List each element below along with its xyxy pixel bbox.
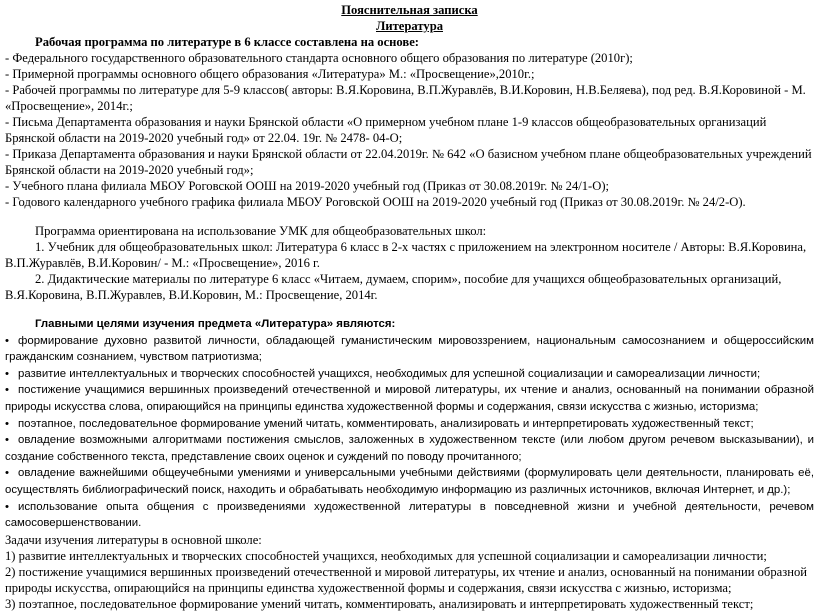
- basis-item: - Письма Департамента образования и науки Брянской области «О примерном учебном плане 1-9 классов общеобразовательных организаций Брянской области на 2019-2020 учебный год» от 22.04. 19г. № 2478- 04-О;: [5, 115, 767, 145]
- spacer: [5, 210, 814, 223]
- goals-heading: Главными целями изучения предмета «Литература» являются:: [35, 318, 396, 330]
- basis-list: [5, 50, 814, 210]
- goal-item: [5, 499, 814, 532]
- bullet-icon: •: [5, 434, 9, 447]
- goal-item: [5, 333, 814, 366]
- task-item: 1) развитие интеллектуальных и творческих способностей учащихся, необходимых для успешной социализации и самореализации личности;: [5, 548, 767, 563]
- document-title: Пояснительная записка: [341, 3, 478, 17]
- basis-item: - Учебного плана филиала МБОУ Роговской ООШ на 2019-2020 учебный год (Приказ от 30.08.2019г. № 24/1-О);: [5, 179, 610, 193]
- goal-text: формирование духовно развитой личности, обладающей гуманистическим мировоззрением, национальным самосознанием и общероссийским гражданским сознанием, чувством патриотизма;: [5, 334, 814, 364]
- basis-item: - Федерального государственного образовательного стандарта основного общего образования по литературе (2010г);: [5, 51, 633, 65]
- document-subtitle: Литература: [375, 19, 443, 33]
- goal-item: [5, 465, 814, 498]
- bullet-icon: •: [5, 467, 9, 480]
- basis-item: - Приказа Департамента образования и науки Брянской области от 22.04.2019г. № 642 «О базисном учебном плане общеобразовательных учреждений Брянской области на 2019-2020 учебный год»;: [5, 147, 812, 177]
- bullet-icon: •: [5, 334, 9, 347]
- goal-item: [5, 432, 814, 465]
- task-item: 2) постижение учащимися вершинных произведений отечественной и мировой литературы, их чтение и анализ, основанный на понимании образной природы искусства, опирающийся на принципы единства художественной формы и содержания, связи искусства с жизнью, историзма;: [5, 564, 807, 595]
- bullet-icon: •: [5, 384, 9, 397]
- intro-heading: Рабочая программа по литературе в 6 классе составлена на основе:: [35, 35, 419, 49]
- task-item: 3) поэтапное, последовательное формирование умений читать, комментировать, анализировать и интерпретировать художественный текст;: [5, 596, 754, 611]
- goal-text: развитие интеллектуальных и творческих способностей учащихся, необходимых для успешной социализации и самореализации личности;: [18, 367, 761, 380]
- umk-item: 2. Дидактические материалы по литературе 6 класс «Читаем, думаем, спорим», пособие для учащихся общеобразовательных организаций, В.Я.Коровина, В.П.Журавлев, В.И.Коровин, М.: Просвещение, 2014г.: [5, 272, 782, 302]
- basis-item: - Примерной программы основного общего образования «Литература» М.: «Просвещение»,2010г.;: [5, 67, 535, 81]
- umk-item: 1. Учебник для общеобразовательных школ: Литература 6 класс в 2-х частях с приложением на электронном носителе / Авторы: В.Я.Коровина, В.П.Журавлёв, В.И.Коровин/ - М.: «Просвещение», 2016 г.: [5, 240, 807, 270]
- tasks-list: [5, 548, 814, 612]
- basis-item: - Рабочей программы по литературе для 5-9 классов( авторы: В.Я.Коровина, В.П.Журавлёв, В.И.Коровин, Н.В.Беляева), под ред. В.Я.Коровиной - М. «Просвещение», 2014г.;: [5, 83, 806, 113]
- bullet-icon: •: [5, 417, 9, 430]
- tasks-heading: Задачи изучения литературы в основной школе:: [5, 532, 262, 547]
- basis-item: - Годового календарного учебного графика филиала МБОУ Роговской ООШ на 2019-2020 учебный год (Приказ от 30.08.2019г. № 24/2-О).: [5, 195, 746, 209]
- spacer: [5, 303, 814, 316]
- goal-item: [5, 416, 814, 433]
- goal-item: [5, 366, 814, 383]
- goal-text: поэтапное, последовательное формирование умений читать, комментировать, анализировать и интерпретировать художественный текст;: [18, 417, 754, 430]
- goal-text: постижение учащимися вершинных произведений отечественной и мировой литературы, их чтение и анализ, основанный на понимании образной природы искусства слова, опирающийся на принципы единства художественной формы и содержания, связи искусства с жизнью, историзма;: [5, 384, 814, 413]
- goal-text: использование опыта общения с произведениями художественной литературы в повседневной жизни и учебной деятельности, речевом самосовершенствовании.: [5, 500, 814, 530]
- goal-text: овладение возможными алгоритмами постижения смыслов, заложенных в художественном тексте (или любом другом речевом высказывании), и создание собственного текста, представление своих оценок и суждений по поводу прочитанного;: [5, 434, 814, 463]
- goals-list: [5, 333, 814, 532]
- goal-item: [5, 382, 814, 415]
- goal-text: овладение важнейшими общеучебными умениями и универсальными учебными действиями (формулировать цели деятельности, планировать её, осуществлять библиографический поиск, находить и обрабатывать необходимую информацию из различных источников, включая Интернет, и др.);: [5, 467, 814, 496]
- bullet-icon: •: [5, 367, 9, 380]
- umk-heading: Программа ориентирована на использование УМК для общеобразовательных школ:: [35, 224, 487, 238]
- bullet-icon: •: [5, 500, 9, 513]
